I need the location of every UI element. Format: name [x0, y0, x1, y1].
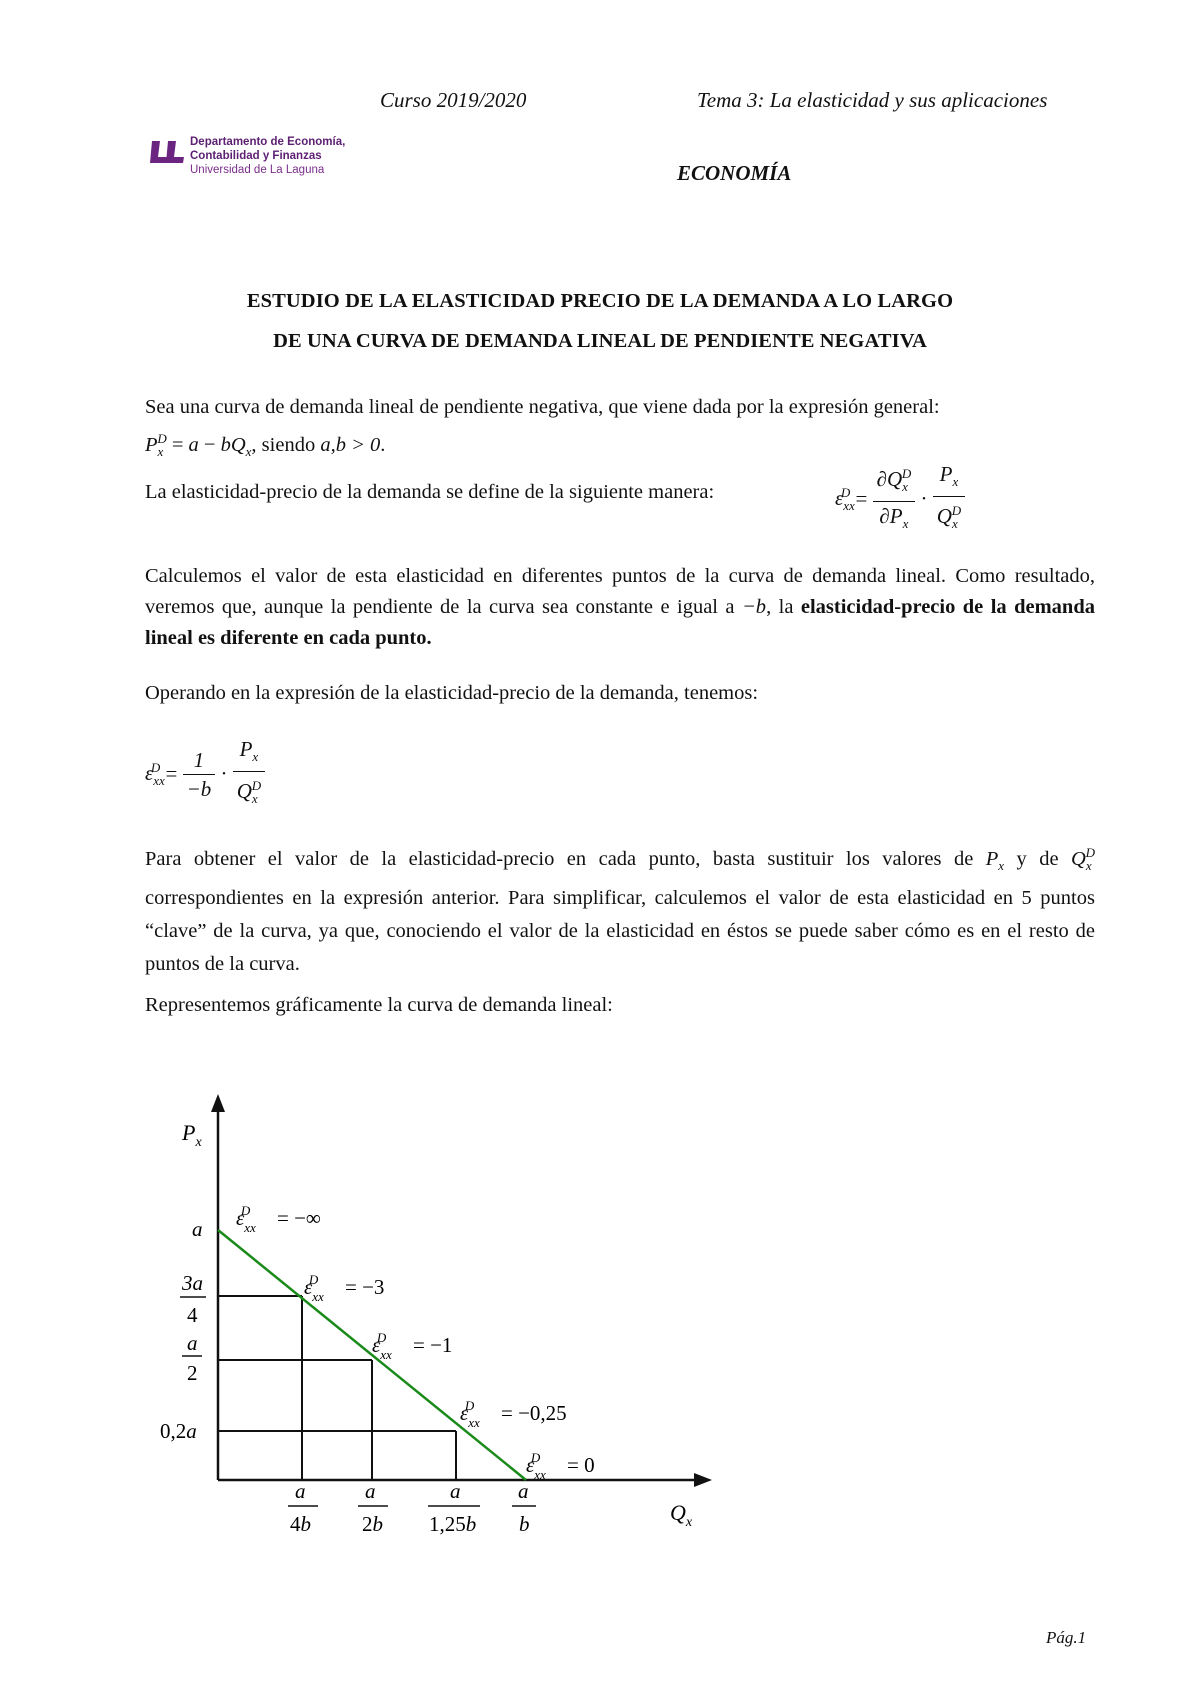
subst-text-c: correspondientes en la expresión anterior. Para simplificar, calculemos el valor de esta elasticidad en 5 puntos “clave” de la curva, ya que, conociendo el valor de la elasticidad en éstos se puede saber cómo es en el resto de puntos de la curva. — [145, 886, 1095, 975]
elasticity-value-0: = 0 — [567, 1453, 595, 1477]
title-line-2: DE UNA CURVA DE DEMANDA LINEAL DE PENDIENTE NEGATIVA — [273, 330, 927, 352]
logo-line-1: Departamento de Economía, — [190, 136, 346, 148]
y-tick-a2 — [182, 1331, 202, 1385]
svg-text:4b: 4b — [290, 1512, 311, 1536]
topic-label: Tema 3: La elasticidad y sus aplicaciones — [697, 88, 1048, 112]
svg-text:a: a — [365, 1479, 376, 1503]
elasticity-value-a: = −∞ — [277, 1206, 321, 1230]
definition-text: La elasticidad-precio de la demanda se define de la siguiente manera: — [145, 481, 715, 503]
elasticity-value-3a4: = −3 — [345, 1275, 385, 1299]
formula-condition: a,b > 0 — [320, 433, 381, 456]
course-label: Curso 2019/2020 — [380, 88, 527, 112]
formula-tail: , siendo — [251, 433, 316, 456]
demand-formula: $P_x^D = a - bQ_x$, siendo a,b > 0. — [145, 431, 386, 459]
paragraph-calculation: Calculemos el valor de esta elasticidad en diferentes puntos de la curva de demanda lineal. Como resultado, veremos que, aunque la pendiente de la curva sea constante e igual a −b, la elasticidad-precio de la demanda lineal es diferente en cada punto. — [145, 565, 1095, 649]
x-tick-a125b — [428, 1479, 480, 1536]
svg-text:4: 4 — [187, 1303, 198, 1327]
x-tick-ab — [512, 1479, 536, 1536]
svg-text:εxxD: $\varepsilon_{xx}D$ — [460, 1398, 480, 1430]
svg-text:1,25b: 1,25b — [429, 1512, 477, 1536]
operating-text: Operando en la expresión de la elasticidad-precio de la demanda, tenemos: — [145, 682, 759, 704]
svg-text:a: a — [450, 1479, 461, 1503]
calc-text-b: , la — [766, 596, 794, 618]
demand-curve-graph — [140, 1090, 740, 1570]
graph-intro-text: Representemos gráficamente la curva de demanda lineal: — [145, 994, 613, 1016]
intro-text: Sea una curva de demanda lineal de pendiente negativa, que viene dada por la expresión general: — [145, 396, 940, 418]
elasticity-value-a2: = −1 — [413, 1333, 453, 1357]
y-tick-02a: 0,2a — [160, 1419, 197, 1443]
paragraph-substitution: Para obtener el valor de la elasticidad-precio en cada punto, basta sustituir los valores de $P_x$ y de $Q_x^D$ correspondientes en la expresión anterior. Para simplificar, calculemos el valor de esta elasticidad en 5 puntos “clave” de la curva, ya que, conociendo el valor de la elasticidad en éstos se puede saber cómo es en el resto de puntos de la curva. — [145, 845, 1096, 975]
elasticity-point-02a — [460, 1398, 567, 1430]
slope-value: −b — [741, 596, 767, 618]
svg-text:εxxD: $\varepsilon_{xx}D$ — [526, 1450, 546, 1482]
y-axis-arrow-icon — [211, 1094, 225, 1112]
svg-text:a: a — [518, 1479, 529, 1503]
calc-bold-text: elasticidad-precio de la demanda lineal es diferente en cada punto — [145, 596, 1095, 649]
x-axis-label: $Q_x$ — [670, 1500, 693, 1530]
elasticity-value-02a: = −0,25 — [501, 1401, 567, 1425]
y-tick-3a4 — [180, 1271, 206, 1327]
paragraph-intro — [145, 392, 1095, 467]
logo-line-2: Contabilidad y Finanzas — [190, 150, 322, 162]
svg-text:b: b — [519, 1512, 530, 1536]
elasticity-point-a2 — [372, 1330, 452, 1362]
calc-text-a: Calculemos el valor de esta elasticidad en diferentes puntos de la curva de demanda lineal. Como resultado, veremos que, aunque la pendiente de la curva sea constante e igual a — [145, 565, 1095, 618]
elasticity-definition-formula: $\varepsilon_{xx}^D$ = $\frac{\partial Q_x^D}{\partial P_x}$ · $\frac{P_x}{Q_x^D}$ — [835, 460, 965, 538]
title-line-1: ESTUDIO DE LA ELASTICIDAD PRECIO DE LA DEMANDA A LO LARGO — [246, 290, 954, 312]
x-axis-arrow-icon — [694, 1473, 712, 1487]
elasticity-operated-formula: $\varepsilon_{xx}^D$ = $\frac{1}{-b}$ · $\frac{P_x}{Q_x^D}$ — [145, 735, 265, 813]
svg-text:2: 2 — [187, 1361, 198, 1385]
subst-text-a: Para obtener el valor de la elasticidad-precio en cada punto, basta sustituir los valores de — [145, 847, 974, 870]
svg-text:a: a — [295, 1479, 306, 1503]
x-tick-a2b — [358, 1479, 388, 1536]
svg-text:εxxD: $\varepsilon_{xx}D$ — [304, 1272, 324, 1304]
y-tick-a: a — [192, 1217, 203, 1241]
page-number: Pág.1 — [1046, 1628, 1087, 1647]
subst-text-b: y de — [1016, 847, 1059, 870]
svg-text:3a: 3a — [182, 1271, 203, 1295]
x-tick-a4b — [288, 1479, 318, 1536]
elasticity-point-a — [236, 1203, 321, 1235]
y-axis-label: $P_x$ — [182, 1120, 202, 1150]
svg-text:εxxD: $\varepsilon_{xx}D$ — [372, 1330, 392, 1362]
elasticity-point-0 — [526, 1450, 595, 1482]
ull-logo-icon — [150, 137, 190, 167]
svg-text:a: a — [187, 1331, 198, 1355]
svg-text:2b: 2b — [362, 1512, 383, 1536]
elasticity-point-3a4 — [304, 1272, 384, 1304]
subject-label: ECONOMÍA — [677, 161, 792, 185]
svg-text:εxxD: $\varepsilon_{xx}D$ — [236, 1203, 256, 1235]
logo-line-3: Universidad de La Laguna — [190, 164, 325, 176]
